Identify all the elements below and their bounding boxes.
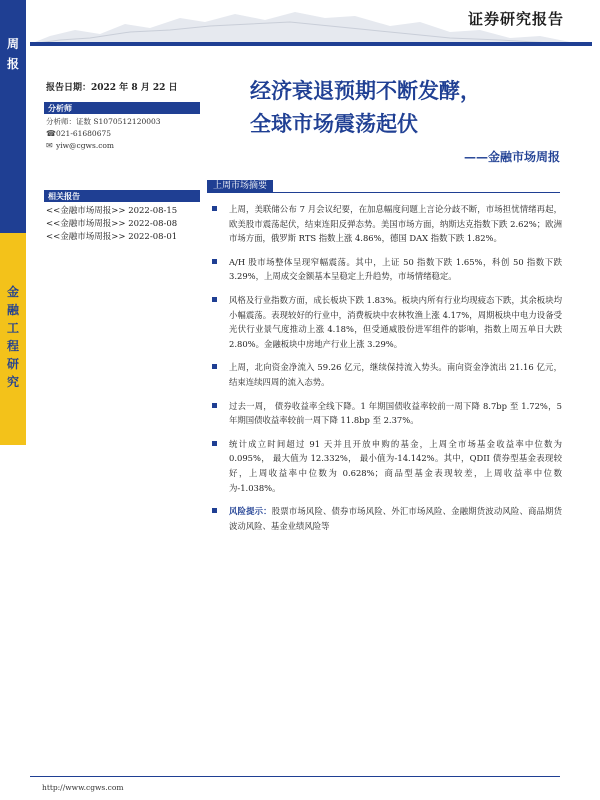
report-date: 报告日期：2022 年 8 月 22 日 [46, 83, 178, 93]
report-title-line: 全球市场震荡起伏 [250, 111, 418, 136]
vertical-char: 究 [6, 375, 19, 389]
summary-bullet-text: 过去一周， 债券收益率全线下降。1 年期国债收益率较前一周下降 8.7bp 至 1.72%，5 年期国债收益率较前一周下降 11.8bp 至 2.37%。 [229, 400, 562, 426]
report-title-line: 经济衰退预期不断发酵， [250, 78, 481, 103]
vertical-char: 研 [6, 357, 19, 371]
summary-bullet [210, 293, 562, 351]
bullet-square-icon [212, 206, 217, 211]
bullet-square-icon [212, 441, 217, 446]
analyst-email-row [46, 140, 114, 151]
bullet-square-icon [212, 259, 217, 264]
category-vertical-label [0, 283, 26, 391]
bullet-square-icon [212, 403, 217, 408]
risk-text: 股票市场风险、债券市场风险、外汇市场风险、金融期货波动风险、商品期货波动风险、基金业绩风险等 [229, 506, 563, 531]
summary-bullet [210, 360, 562, 389]
analyst-email[interactable]: yiw@cgws.com [56, 141, 115, 150]
related-report-link[interactable]: <<金融市场周报>> 2022-08-15 [46, 206, 178, 216]
vertical-char: 周 [6, 37, 19, 51]
related-reports-list [46, 205, 216, 244]
vertical-char: 报 [6, 57, 19, 71]
brand-title: 证券研究报告 [467, 10, 564, 28]
summary-divider [207, 192, 560, 193]
analyst-section-label: 分析师 [44, 102, 200, 114]
summary-bullet-text: A/H 股市场整体呈现窄幅震荡。其中，上证 50 指数下跌 1.65%，科创 50 指数下跌 3.29%，上周成交金额基本呈稳定上升趋势，市场情绪稳定。 [229, 256, 562, 282]
email-icon: ✉ [46, 141, 53, 150]
summary-bullet [210, 202, 562, 246]
risk-bullet [210, 504, 562, 533]
risk-bullet-text [229, 504, 562, 533]
vertical-char: 金 [6, 285, 19, 299]
vertical-char: 融 [6, 303, 19, 317]
summary-bullet-list [210, 202, 562, 542]
report-subtitle: ——金融市场周报 [463, 150, 560, 164]
header-divider [30, 42, 592, 46]
bullet-square-icon [212, 297, 217, 302]
summary-section-label: 上周市场摘要 [207, 180, 273, 193]
footer-divider [30, 776, 560, 777]
summary-bullet-text: 上周，美联储公布 7 月会议纪要，在加息幅度问题上言论分歧不断，市场担忧情绪再起，欧美股市震荡起伏，结束连阳反弹态势。美国市场方面，纳斯达克指数下跌 2.62%；欧洲市场方面，俄罗斯 RTS 指数上涨 4.86%，德国 DAX 指数下跌 1.82%。 [229, 204, 562, 244]
phone-icon: ☎ [46, 129, 56, 138]
summary-bullet [210, 255, 562, 284]
analyst-phone-row [46, 128, 111, 139]
bullet-square-icon [212, 364, 217, 369]
report-type-vertical-label [0, 34, 26, 74]
report-type-strip [0, 0, 26, 233]
vertical-char: 程 [6, 339, 19, 353]
summary-bullet-text: 统计成立时间超过 91 天并且开放申购的基金，上周全市场基金收益率中位数为 0.095%， 最大值为 12.332%， 最小值为-14.142%。其中，QDII 债券型基金表现较好，上周收益率中位数为 0.628%；商品型基金表现较差，上周收益率中位数为-1.038%。 [229, 438, 562, 493]
summary-bullet-text: 风格及行业指数方面，成长板块下跌 1.83%。板块内所有行业均现疲态下跌，其余板块均小幅震荡。表现较好的行业中，消费板块中农林牧渔上涨 4.17%，周期板块中电力设备受光伏行业景气度推动上涨 4.18%，但受通威股份进军组件的影响，指数上周五单日大跌 2.80%。金融板块中房地产行业上涨 3.29%。 [229, 294, 562, 349]
analyst-phone: 021-61680675 [56, 129, 112, 138]
analyst-license: 分析师：证数 S1070512120003 [46, 117, 161, 126]
related-report-link[interactable]: <<金融市场周报>> 2022-08-08 [46, 219, 178, 229]
related-section-label: 相关报告 [44, 190, 200, 202]
summary-bullet-text: 上周，北向资金净流入 59.26 亿元，继续保持流入势头。南向资金净流出 21.16 亿元，结束连续四周的流入态势。 [229, 362, 562, 387]
summary-bullet [210, 399, 562, 428]
bullet-square-icon [212, 508, 217, 513]
summary-bullet [210, 437, 562, 495]
report-title [250, 74, 481, 140]
footer-url-link[interactable]: http://www.cgws.com [42, 783, 124, 792]
vertical-char: 工 [6, 321, 19, 335]
related-report-link[interactable]: <<金融市场周报>> 2022-08-01 [46, 232, 178, 242]
category-strip [0, 233, 26, 445]
risk-label: 风险提示： [229, 506, 272, 517]
